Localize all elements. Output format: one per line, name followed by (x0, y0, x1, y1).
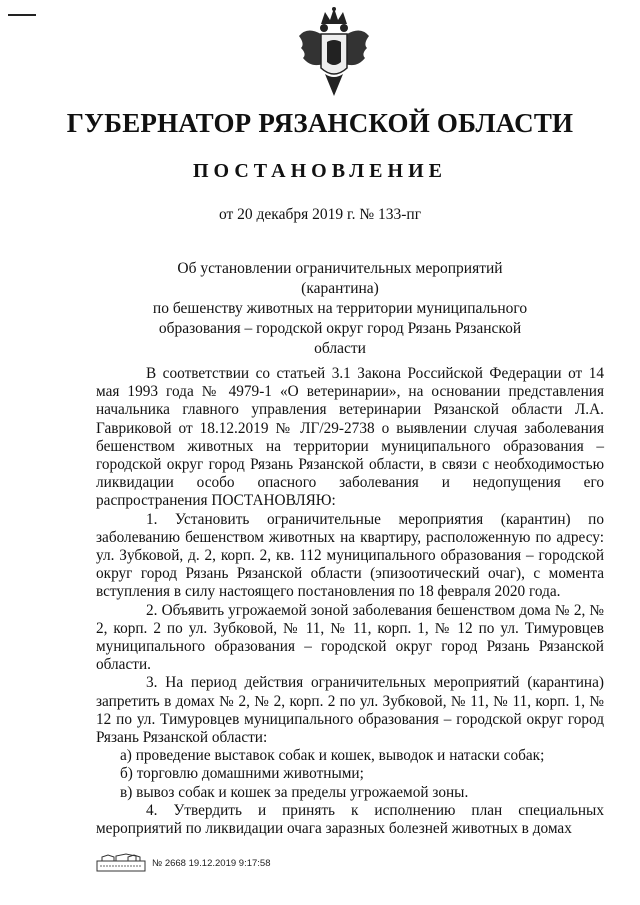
clause-3a: а) проведение выставок собак и кошек, выводок и натаски собак; (120, 747, 545, 765)
registry-number-timestamp: № 2668 19.12.2019 9:17:58 (152, 857, 271, 869)
clause-3: 3. На период действия ограничительных мероприятий (карантина) запретить в домах № 2, № 2, корп. 2 по ул. Зубковой, № 11, № 11, корп. 1, № 12 по ул. Тимуровцев муниципального образования – городской округ город Рязань Рязанской области: (96, 674, 604, 747)
clause-3b: б) торговлю домашними животными; (120, 765, 364, 783)
clause-4: 4. Утвердить и принять к исполнению план специальных мероприятий по ликвидации очага заразных болезней животных в домах (96, 801, 604, 838)
preamble-paragraph: В соответствии со статьей 3.1 Закона Российской Федерации от 14 мая 1993 года № 4979-1 «О ветеринарии», на основании представления начальника главного управления ветеринарии Рязанской области Л.А. Гавриковой от 18.12.2019 № ЛГ/29-2738 о выявлении случая заболевания бешенством животных на территории муниципального образования – городской округ город Рязань Рязанской области, в связи с необходимостью ликвидации особо опасного заболевания и недопущения его распространения ПОСТАНОВЛЯЮ: (96, 365, 604, 510)
clause-3c: в) вывоз собак и кошек за пределы угрожаемой зоны. (120, 783, 469, 801)
subject-line: Об установлении ограничительных мероприятий (карантина) (177, 260, 503, 297)
subject-line: образования – городской округ город Рязань Рязанской области (158, 320, 522, 357)
corner-mark (8, 14, 36, 16)
document-body (96, 365, 604, 838)
clause-1: 1. Установить ограничительные мероприятия (карантин) по заболеванию бешенством животных на квартиру, расположенную по адресу: ул. Зубковой, д. 2, корп. 2, кв. 112 муниципального образования – городской округ город Рязань Рязанской области (эпизоотический очаг), с момента вступления в силу настоящего постановления по 18 февраля 2020 года. (96, 510, 604, 601)
coat-of-arms-icon (297, 6, 371, 98)
subject-line: по бешенству животных на территории муниципального (152, 300, 528, 317)
clause-2: 2. Объявить угрожаемой зоной заболевания бешенством дома № 2, № 2, корп. 2 по ул. Зубковой, № 11, № 11, корп. 1, № 12 по ул. Тимуровцев муниципального образования – городской округ город Рязань Рязанской области. (96, 601, 604, 674)
registry-stamp-icon (96, 853, 146, 873)
document-subject (140, 259, 540, 359)
issuer-title: ГУБЕРНАТОР РЯЗАНСКОЙ ОБЛАСТИ (66, 108, 574, 138)
document-date-number: от 20 декабря 2019 г. № 133-пг (218, 206, 422, 223)
registry-footer (96, 852, 271, 874)
document-type: ПОСТАНОВЛЕНИЕ (193, 160, 447, 182)
